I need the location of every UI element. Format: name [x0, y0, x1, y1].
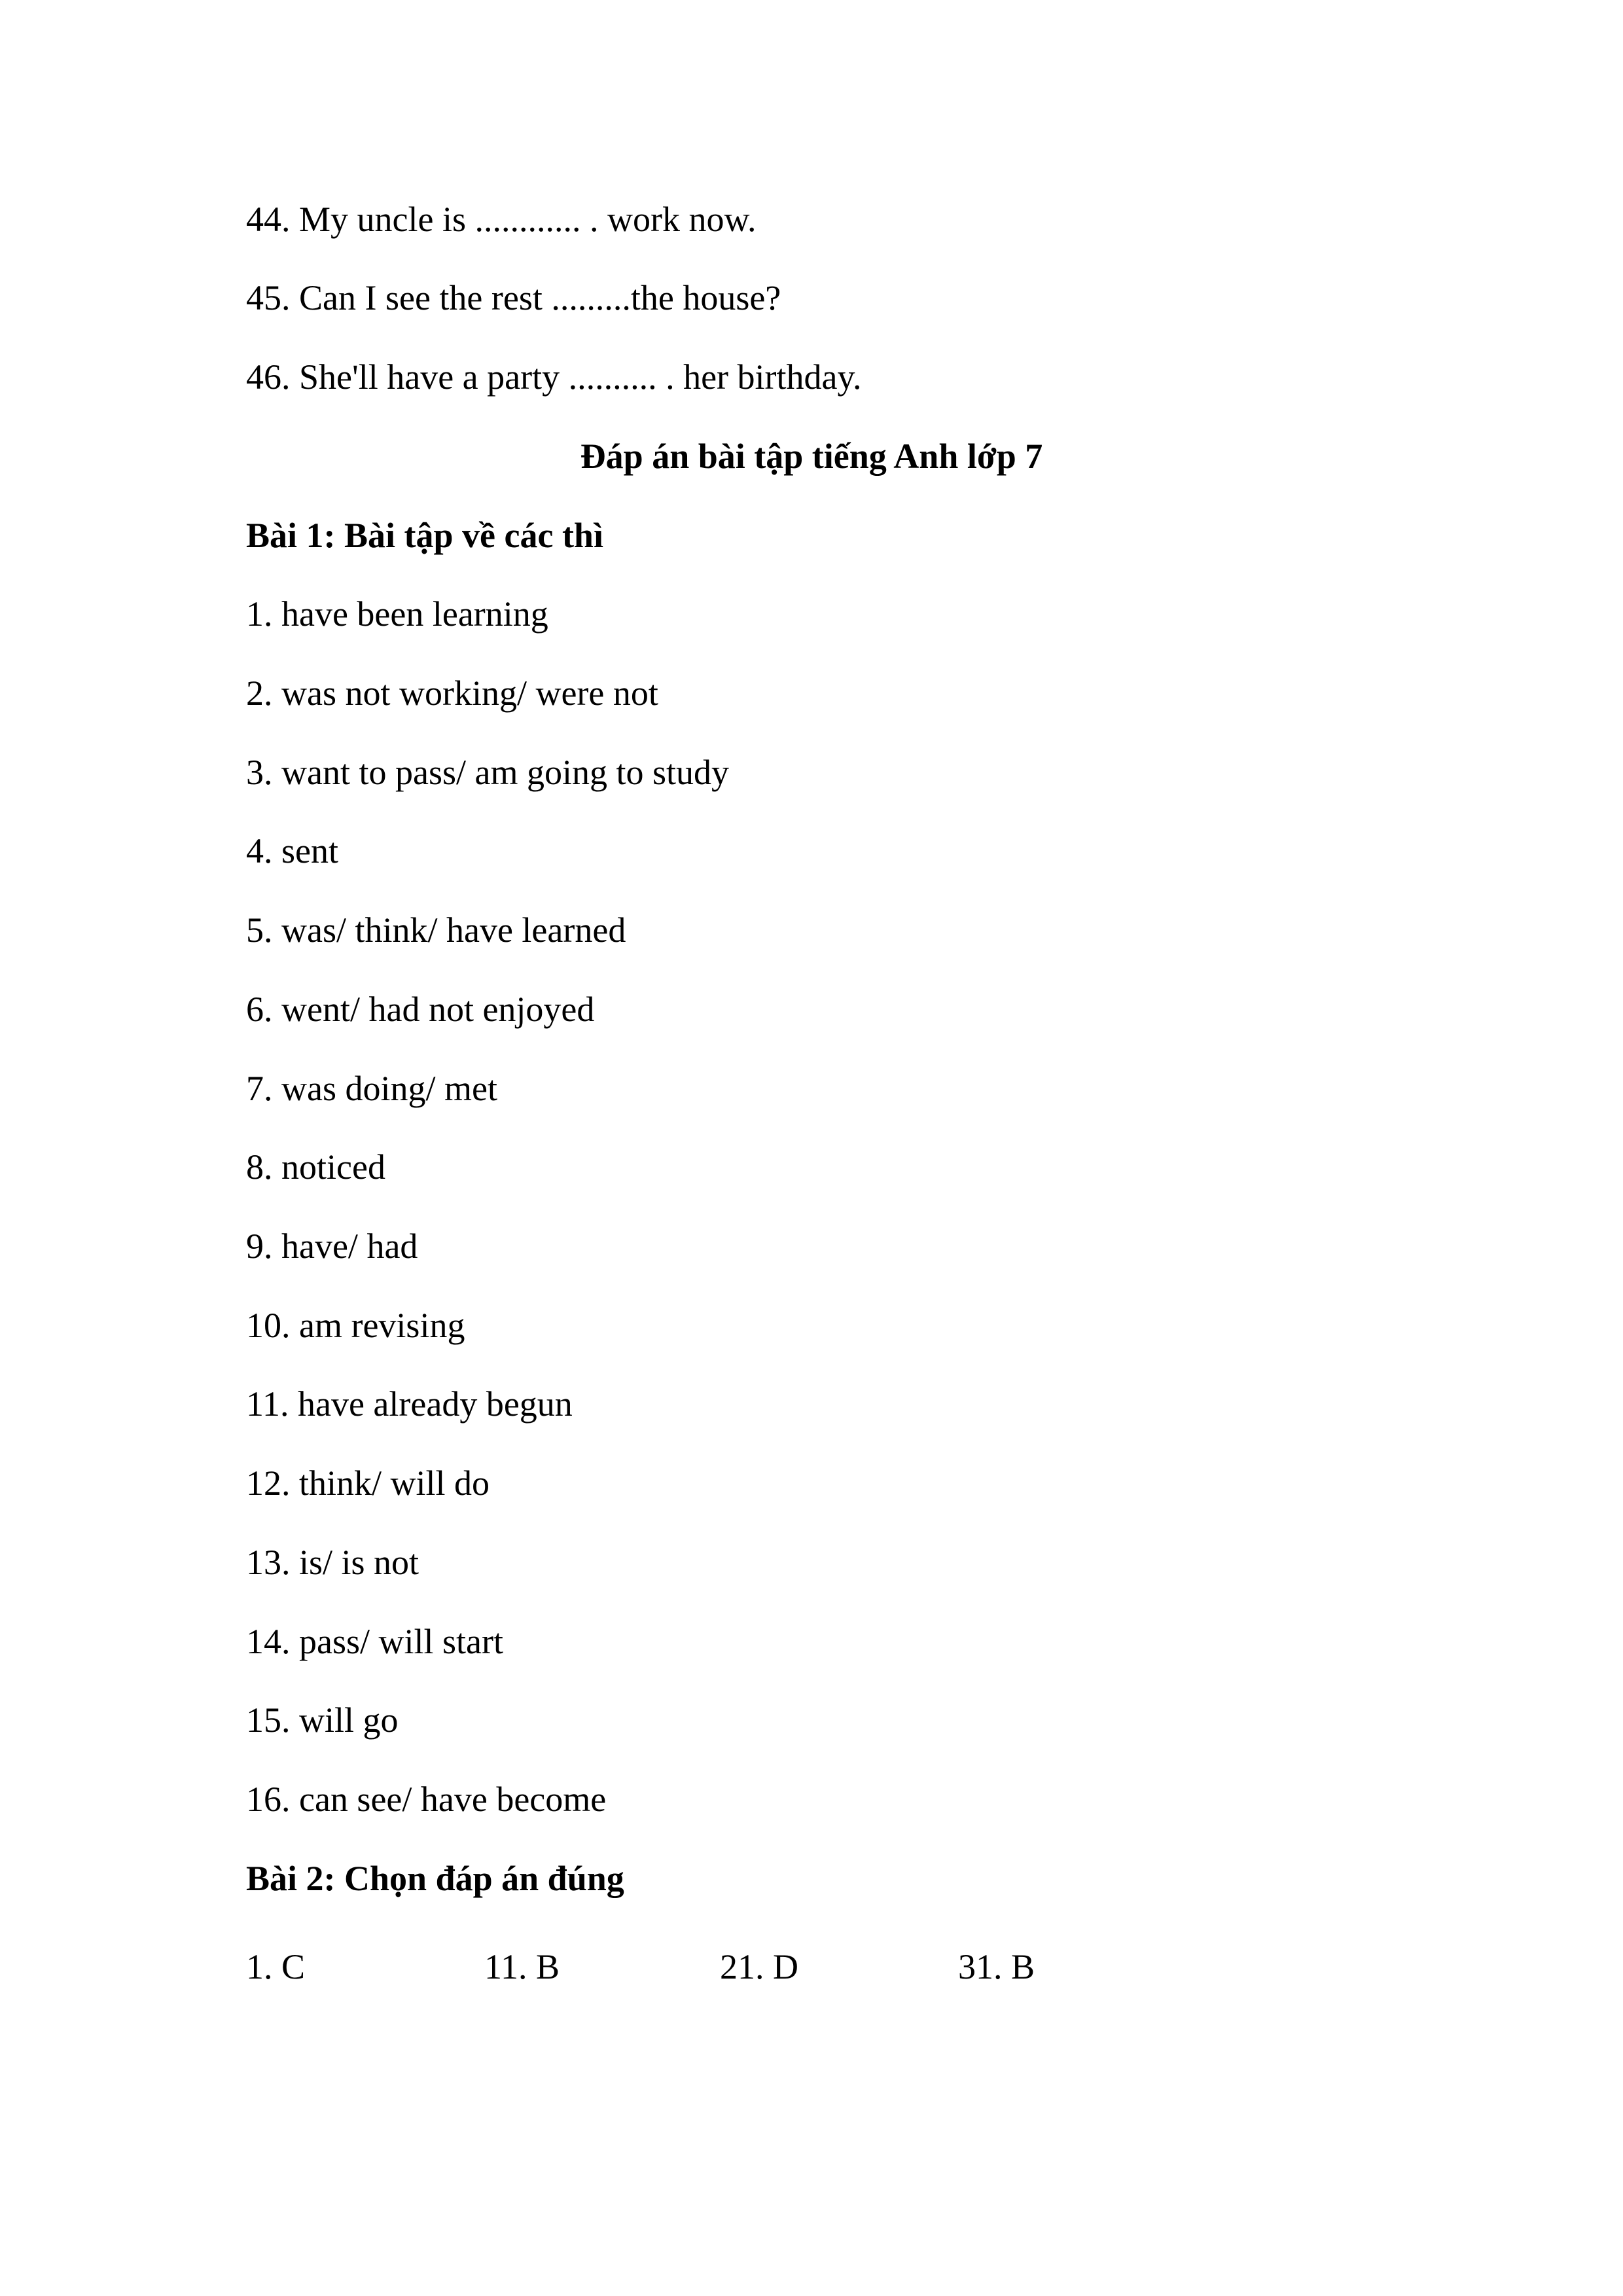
question-44: 44. My uncle is ............ . work now.: [246, 200, 757, 239]
answer-item: 5. was/ think/ have learned: [246, 910, 626, 950]
answer-item: 12. think/ will do: [246, 1463, 490, 1503]
answer-item: 10. am revising: [246, 1306, 465, 1345]
answer-cell: 11. B: [484, 1947, 560, 1986]
answer-row: [246, 1946, 1424, 1988]
answer-cell: 21. D: [720, 1947, 798, 1986]
answer-item: 16. can see/ have become: [246, 1780, 607, 1819]
answer-cell: 31. B: [958, 1947, 1035, 1986]
answer-item: 11. have already begun: [246, 1384, 573, 1424]
section-2-heading: Bài 2: Chọn đáp án đúng: [246, 1859, 624, 1898]
section-1-heading: Bài 1: Bài tập về các thì: [246, 516, 603, 555]
question-46: 46. She'll have a party .......... . her birthday.: [246, 357, 862, 397]
answer-item: 2. was not working/ were not: [246, 673, 658, 713]
answer-item: 4. sent: [246, 831, 338, 870]
answer-item: 3. want to pass/ am going to study: [246, 753, 729, 792]
answer-item: 8. noticed: [246, 1147, 385, 1187]
question-45: 45. Can I see the rest .........the house?: [246, 278, 781, 317]
answer-key-title: Đáp án bài tập tiếng Anh lớp 7: [580, 437, 1043, 476]
answer-item: 14. pass/ will start: [246, 1622, 503, 1661]
answer-item: 9. have/ had: [246, 1227, 418, 1266]
answer-item: 13. is/ is not: [246, 1543, 419, 1582]
answer-item: 7. was doing/ met: [246, 1069, 497, 1108]
answer-item: 1. have been learning: [246, 594, 548, 634]
answer-cell: 1. C: [246, 1947, 306, 1986]
answer-item: 15. will go: [246, 1700, 399, 1740]
answer-item: 6. went/ had not enjoyed: [246, 990, 595, 1029]
